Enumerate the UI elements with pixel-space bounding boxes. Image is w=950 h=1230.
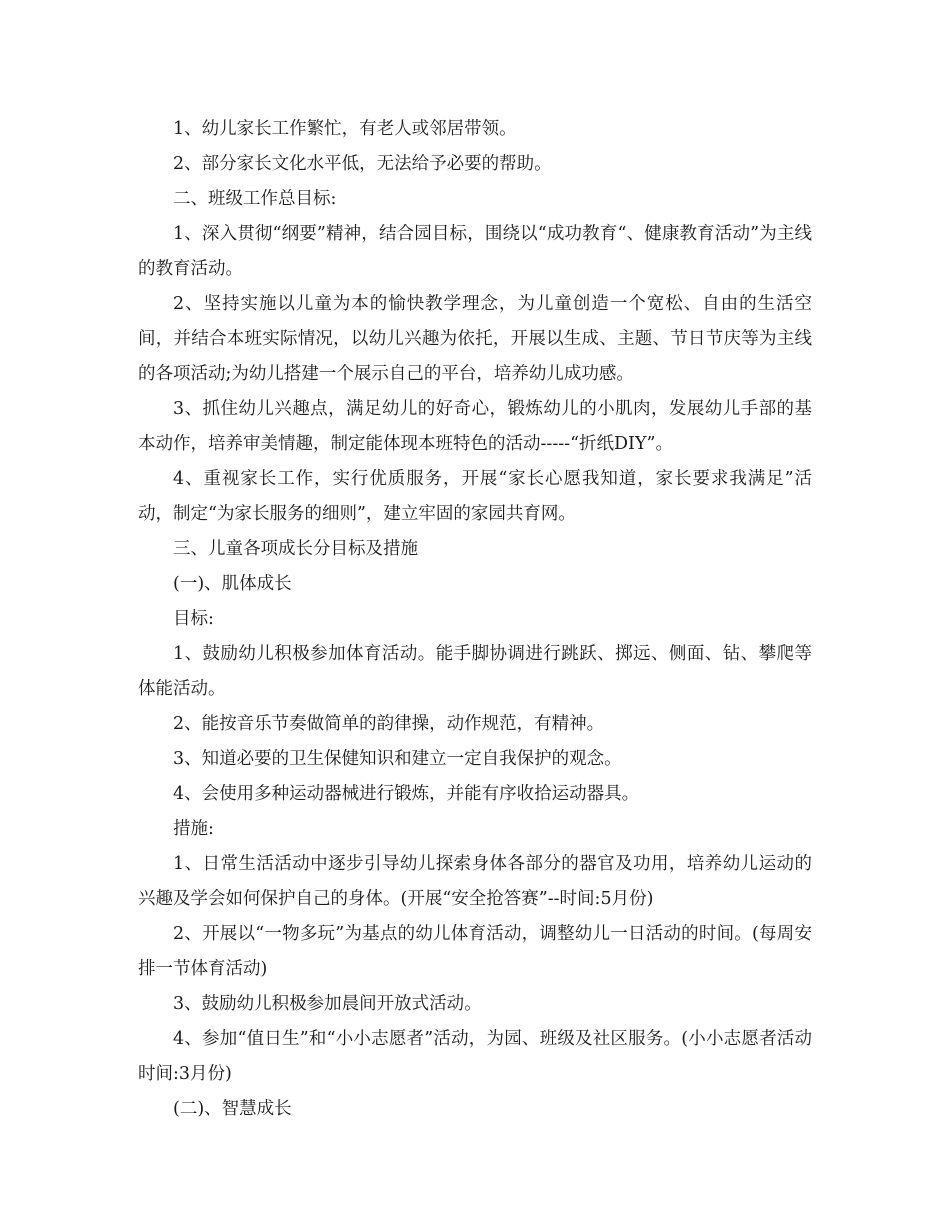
- label-measures: 措施:: [173, 819, 214, 839]
- paragraph: 1、深入贯彻“纲要”精神，结合园目标，围绕以“成功教育“、健康教育活动”为主线的教育活动。: [138, 224, 812, 279]
- paragraph: 4、会使用多种运动器械进行锻炼，并能有序收拾运动器具。: [173, 784, 640, 804]
- section-heading: 二、班级工作总目标:: [173, 189, 337, 209]
- subsection-heading: (二)、智慧成长: [173, 1099, 292, 1119]
- paragraph: 3、抓住幼儿兴趣点，满足幼儿的好奇心，锻炼幼儿的小肌肉，发展幼儿手部的基本动作，培养审美情趣，制定能体现本班特色的活动-----“折纸DIY”。: [138, 399, 812, 454]
- paragraph: 2、部分家长文化水平低，无法给予必要的帮助。: [173, 154, 552, 174]
- paragraph: 4、重视家长工作，实行优质服务，开展“家长心愿我知道，家长要求我满足”活动，制定“为家长服务的细则”，建立牢固的家园共育网。: [138, 469, 812, 524]
- paragraph: 1、日常生活活动中逐步引导幼儿探索身体各部分的器官及功用，培养幼儿运动的兴趣及学会如何保护自己的身体。(开展“安全抢答赛”--时间:5月份): [138, 854, 812, 909]
- document-body: [138, 112, 812, 1127]
- paragraph: 3、鼓励幼儿积极参加晨间开放式活动。: [173, 994, 482, 1014]
- paragraph: 1、幼儿家长工作繁忙，有老人或邻居带领。: [173, 119, 517, 139]
- paragraph: 4、参加“值日生”和“小小志愿者”活动，为园、班级及社区服务。(小小志愿者活动时间:3月份): [138, 1029, 812, 1084]
- paragraph: 2、坚持实施以儿童为本的愉快教学理念，为儿童创造一个宽松、自由的生活空间，并结合本班实际情况，以幼儿兴趣为依托，开展以生成、主题、节日节庆等为主线的各项活动;为幼儿搭建一个展示自己的平台，培养幼儿成功感。: [138, 294, 812, 384]
- paragraph: 2、开展以“一物多玩”为基点的幼儿体育活动，调整幼儿一日活动的时间。(每周安排一节体育活动): [138, 924, 812, 979]
- paragraph: 3、知道必要的卫生保健知识和建立一定自我保护的观念。: [173, 749, 622, 769]
- subsection-heading: (一)、肌体成长: [173, 574, 292, 594]
- paragraph: 1、鼓励幼儿积极参加体育活动。能手脚协调进行跳跃、掷远、侧面、钻、攀爬等体能活动。: [138, 644, 812, 699]
- label-goals: 目标:: [173, 609, 214, 629]
- section-heading: 三、儿童各项成长分目标及措施: [173, 539, 418, 559]
- paragraph: 2、能按音乐节奏做简单的韵律操，动作规范，有精神。: [173, 714, 605, 734]
